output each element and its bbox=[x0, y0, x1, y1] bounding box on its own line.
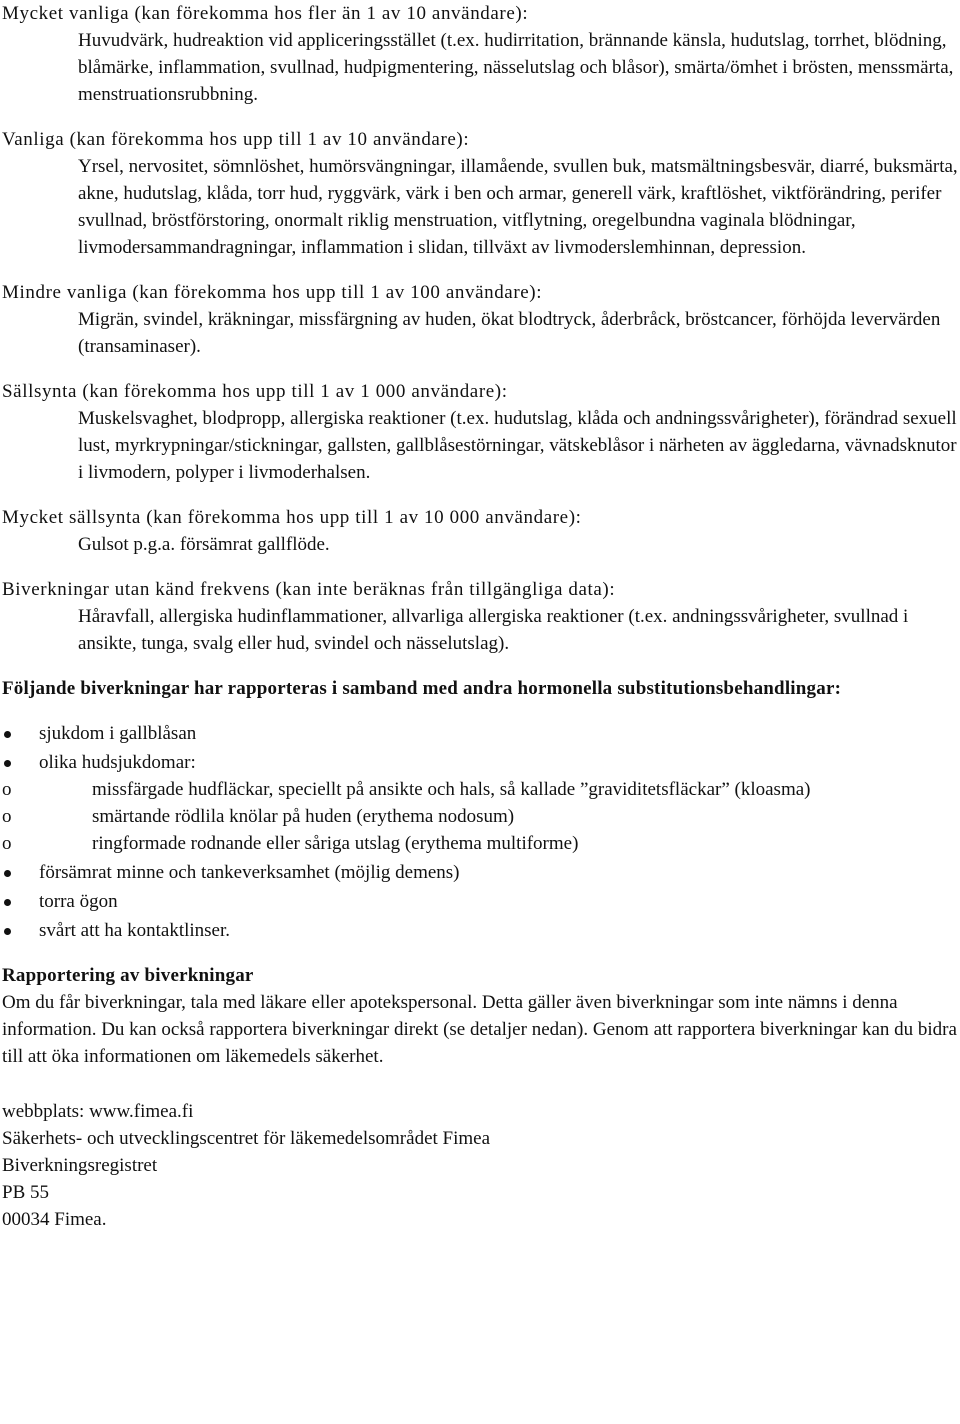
website-link[interactable]: webbplats: www.fimea.fi bbox=[2, 1101, 194, 1122]
section-text: Håravfall, allergiska hudinflammationer, allvarliga allergiska reaktioner (t.ex. andningssvårigheter, svullnad i ansikte, tunga, svalg eller hud, svindel och nässelutslag). bbox=[78, 606, 909, 654]
section-heading: Biverkningar utan känd frekvens (kan inte beräknas från tillgängliga data): bbox=[2, 579, 616, 600]
section-rare bbox=[2, 378, 960, 486]
section-unknown-frequency bbox=[2, 576, 960, 657]
list-item-text: torra ögon bbox=[39, 891, 118, 912]
list-item-text: olika hudsjukdomar: bbox=[39, 752, 196, 773]
sub-list-item-text: smärtande rödlila knölar på huden (erythema nodosum) bbox=[92, 806, 515, 827]
po-box: PB 55 bbox=[2, 1182, 49, 1203]
section-text: Migrän, svindel, kräkningar, missfärgning av huden, ökat blodtryck, åderbråck, bröstcancer, förhöjda levervärden (transaminaser). bbox=[78, 309, 941, 357]
bullet-icon bbox=[4, 928, 11, 935]
list-item bbox=[2, 888, 960, 915]
circle-bullet-icon: o bbox=[2, 806, 12, 827]
section-contact bbox=[2, 1098, 960, 1233]
sub-list-item-text: missfärgade hudfläckar, speciellt på ansikte och hals, så kallade ”graviditetsfläckar” (kloasma) bbox=[92, 779, 811, 800]
section-heading: Sällsynta (kan förekomma hos upp till 1 av 1 000 användare): bbox=[2, 381, 508, 402]
list-item-text: svårt att ha kontaktlinser. bbox=[39, 920, 231, 941]
section-heading: Mycket sällsynta (kan förekomma hos upp till 1 av 10 000 användare): bbox=[2, 507, 582, 528]
section-reporting bbox=[2, 962, 960, 1070]
organization-name: Säkerhets- och utvecklingscentret för läkemedelsområdet Fimea bbox=[2, 1128, 491, 1149]
section-heading-bold: Följande biverkningar har rapporteras i samband med andra hormonella substitutionsbehandlingar: bbox=[2, 678, 842, 699]
section-text: Muskelsvaghet, blodpropp, allergiska reaktioner (t.ex. hudutslag, klåda och andningssvårigheter), förändrad sexuell lust, myrkrypningar/stickningar, gallsten, gallblåsestörningar, vätskeblåsor i närheten av äggledarna, vävnadsknutor i livmodern, polyper i livmoderhalsen. bbox=[78, 408, 957, 483]
sub-list bbox=[2, 776, 960, 857]
section-heading: Vanliga (kan förekomma hos upp till 1 av 10 användare): bbox=[2, 129, 470, 150]
registry-name: Biverkningsregistret bbox=[2, 1155, 158, 1176]
section-heading-bold: Rapportering av biverkningar bbox=[2, 965, 254, 986]
section-uncommon bbox=[2, 279, 960, 360]
bullet-list bbox=[2, 720, 960, 944]
section-common bbox=[2, 126, 960, 261]
section-text: Yrsel, nervositet, sömnlöshet, humörsvängningar, illamående, svullen buk, matsmältningsbesvär, diarré, buksmärta, akne, hudutslag, klåda, torr hud, ryggvärk, värk i ben och armar, generell värk, kraftlöshet, viktförändring, perifer svullnad, bröstförstoring, onormalt riklig menstruation, vitflytning, oregelbundna vaginala blödningar, livmodersammandragningar, inflammation i slidan, tillväxt av livmoderslemhinnan, depression. bbox=[78, 156, 958, 258]
section-hormonal bbox=[2, 675, 960, 944]
postal-address: 00034 Fimea. bbox=[2, 1209, 107, 1230]
circle-bullet-icon: o bbox=[2, 779, 12, 800]
list-item bbox=[2, 917, 960, 944]
bullet-icon bbox=[4, 731, 11, 738]
sub-list-item-text: ringformade rodnande eller såriga utslag (erythema multiforme) bbox=[92, 833, 579, 854]
section-text: Huvudvärk, hudreaktion vid appliceringsstället (t.ex. hudirritation, brännande känsla, hudutslag, torrhet, blödning, blåmärke, inflammation, svullnad, hudpigmentering, nässelutslag och blåsor), smärta/ömhet i brösten, menssmärta, menstruationsrubbning. bbox=[78, 30, 954, 105]
bullet-icon bbox=[4, 870, 11, 877]
list-item-text: försämrat minne och tankeverksamhet (möjlig demens) bbox=[39, 862, 460, 883]
section-heading: Mycket vanliga (kan förekomma hos fler än 1 av 10 användare): bbox=[2, 3, 529, 24]
section-very-rare bbox=[2, 504, 960, 558]
list-item-text: sjukdom i gallblåsan bbox=[39, 723, 197, 744]
bullet-icon bbox=[4, 760, 11, 767]
section-text: Gulsot p.g.a. försämrat gallflöde. bbox=[78, 534, 330, 555]
list-item bbox=[2, 720, 960, 747]
list-item bbox=[2, 749, 960, 857]
bullet-icon bbox=[4, 899, 11, 906]
sub-list-item bbox=[2, 803, 960, 830]
sub-list-item bbox=[2, 830, 960, 857]
circle-bullet-icon: o bbox=[2, 833, 12, 854]
section-text: Om du får biverkningar, tala med läkare eller apotekspersonal. Detta gäller även biverkningar som inte nämns i denna information. Du kan också rapportera biverkningar direkt (se detaljer nedan). Genom att rapportera biverkningar kan du bidra till att öka informationen om läkemedels säkerhet. bbox=[2, 992, 957, 1067]
list-item bbox=[2, 859, 960, 886]
section-heading: Mindre vanliga (kan förekomma hos upp till 1 av 100 användare): bbox=[2, 282, 543, 303]
section-very-common bbox=[2, 0, 960, 108]
sub-list-item bbox=[2, 776, 960, 803]
